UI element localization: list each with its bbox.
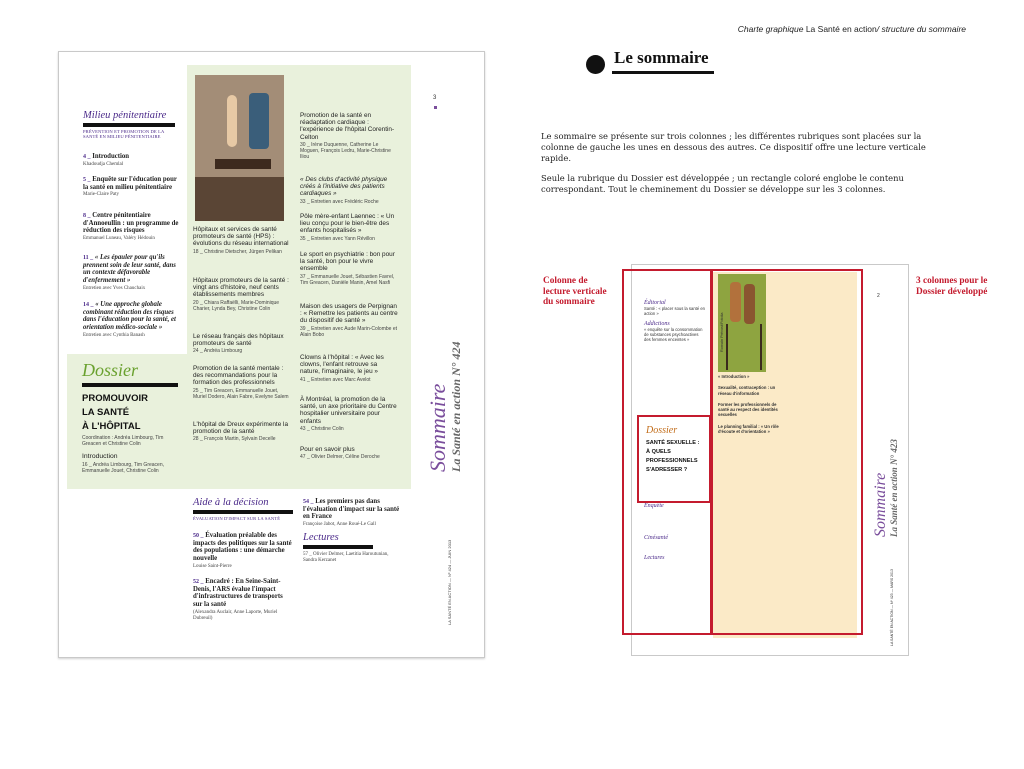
col3-item xyxy=(300,396,398,432)
item-author: Emmanuel Luneau, Valéry Hédouin xyxy=(83,235,155,241)
left-page-number: 3 xyxy=(433,95,437,101)
description-paragraph-1: Le sommaire se présente sur trois colonnes ; les différentes rubriques sont placées sur la colonne de gauche les unes en dessous des autres. Ce dispositif offre une lecture verticale rapide. xyxy=(541,131,926,163)
item-number: 52 _ xyxy=(193,579,204,585)
vertical-subtitle: La Santé en action N° 424 xyxy=(449,341,463,472)
dossier-heading-line: S'ADRESSER ? xyxy=(646,466,688,473)
dossier-title: Dossier xyxy=(82,360,139,380)
item-title: « Les épauler pour qu'ils prennent soin de leur santé, dans un contexte défavorable d'enfermement » xyxy=(83,254,176,284)
red-box-dossier xyxy=(637,415,711,503)
item-number: 8 _ xyxy=(83,213,91,219)
rubrique-label: Enquête xyxy=(644,503,664,509)
item-meta: 43 _ Christine Colin xyxy=(300,425,344,432)
aide-subtitle: ÉVALUATION D'IMPACT SUR LA SANTÉ xyxy=(193,516,281,521)
item-number: 5 _ xyxy=(83,177,91,183)
lectures-meta: 57 _ Olivier Delmer, Laetitia Haroutunian, Sandra Kerzanet xyxy=(303,551,389,563)
col2-item xyxy=(193,333,289,354)
annotation-right-label: 3 colonnes pour le Dossier développé xyxy=(916,276,988,297)
dossier-heading-line: PROFESSIONNELS xyxy=(646,457,698,464)
item-meta: 30 _ Irène Duquenne, Catherine Le Moguen, François Ledru, Marie-Christine Iliou xyxy=(300,141,391,160)
lectures-bar xyxy=(303,545,373,549)
dossier-illustration-image xyxy=(195,75,284,221)
vertical-subtitle: La Santé en action N° 423 xyxy=(889,439,899,537)
item-title: « Une approche globale combinant réduction des risques dans l'éducation pour la santé, et orientation médico-sociale » xyxy=(83,301,176,331)
text-line: « enquête sur la consommation de substances psychoactives des femmes enceintes » xyxy=(644,326,703,342)
item-meta: 28 _ François Martin, Sylvain Decelle xyxy=(193,436,276,443)
item-author: Louise Saint-Pierre xyxy=(193,563,232,569)
item-meta: 20 _ Chiara Raffaëlli, Marie-Dominique Charier, Lynda Bey, Christine Colin xyxy=(193,299,280,312)
milieu-bar xyxy=(83,123,175,127)
dossier-heading-line: LA SANTÉ xyxy=(82,406,130,418)
item-author: Khadoudja Chemlal xyxy=(83,161,124,167)
right-vertical-footer: LA SANTÉ EN ACTION — Nº 423 — MARS 2013 xyxy=(890,569,894,646)
item-number: 50 _ xyxy=(193,533,204,539)
col2-item xyxy=(193,421,289,442)
bullet-dot-icon xyxy=(586,55,605,74)
dossier-heading xyxy=(82,392,182,433)
col3-item xyxy=(300,354,398,383)
dossier-block xyxy=(82,360,182,474)
item-title: Le réseau français des hôpitaux promoteurs de santé xyxy=(193,333,284,348)
item-meta: 33 _ Entretien avec Frédéric Roche xyxy=(300,198,379,205)
item-title: Évaluation préalable des impacts des politiques sur la santé des populations : une démarche nouvelle xyxy=(193,532,292,562)
milieu-item xyxy=(83,254,183,292)
item-title: À Montréal, la promotion de la santé, un axe prioritaire du Centre hospitalier universitaire pour enfants xyxy=(300,396,397,425)
aide-title: Aide à la décision xyxy=(193,497,269,508)
text-line: « Introduction » xyxy=(718,374,750,379)
item-title: Introduction xyxy=(92,153,130,160)
aide-bar xyxy=(193,510,293,514)
rubrique-label: Dossier xyxy=(646,425,678,436)
col3-bottom xyxy=(303,498,401,564)
item-number: 14 _ xyxy=(83,302,94,308)
lectures-title: Lectures xyxy=(303,531,339,543)
milieu-item xyxy=(83,212,183,242)
item-author: Marie-Claire Paty xyxy=(83,192,119,198)
header-prefix: Charte graphique xyxy=(737,24,804,34)
dossier-intro-meta: 16 _ Andréa Limbourg, Tim Greacen, Emmanuelle Jouet, Christine Colin xyxy=(82,461,164,474)
aide-section xyxy=(193,497,298,521)
col3-item xyxy=(300,213,398,242)
col2-item xyxy=(193,365,289,400)
dossier-heading-line: À QUELS xyxy=(646,448,671,455)
rubrique-label: Addictions xyxy=(644,320,670,327)
page-marker xyxy=(434,106,437,109)
right-page-number: 2 xyxy=(877,293,880,299)
text-line: Former les professionnels de santé au respect des identités sexuelles xyxy=(718,401,778,418)
item-author: Entretien avec Cynthia Banash xyxy=(83,332,145,338)
item-title: Hôpitaux promoteurs de la santé : vingt ans d'histoire, neuf cents établissements membres xyxy=(193,277,289,299)
col3-item xyxy=(300,112,398,160)
aide-item xyxy=(193,532,293,570)
col2-item xyxy=(193,226,289,255)
section-title: Le sommaire xyxy=(614,48,709,67)
milieu-item xyxy=(83,176,183,198)
annotation-left-label: Colonne de lecture verticale du sommaire xyxy=(543,276,607,308)
item-title: Enquête sur l'éducation pour la santé en milieu pénitentiaire xyxy=(83,176,177,191)
title-underline xyxy=(612,71,714,74)
dossier-bar xyxy=(82,383,178,387)
red-box-dossier-columns xyxy=(711,269,863,635)
left-vertical-footer: LA SANTÉ EN ACTION — Nº 424 — JUIN 2013 xyxy=(447,539,452,625)
item-title: Clowns à l'hôpital : « Avec les clowns, l'enfant retrouve sa nature, l'imaginaire, le jeu » xyxy=(300,354,384,376)
document-header xyxy=(738,24,966,34)
text-line: Sexualité, contraception : un réseau d'information xyxy=(718,385,776,396)
item-title: Les premiers pas dans l'évaluation d'impact sur la santé en France xyxy=(303,498,400,521)
dossier-heading-line: PROMOUVOIR xyxy=(82,393,148,404)
item-meta: 35 _ Entretien avec Yann Révillon xyxy=(300,235,375,242)
item-title: Centre pénitentiaire d'Annoeullin : un programme de réduction des risques xyxy=(83,212,179,235)
description-block xyxy=(541,131,956,205)
photo-credit: Romain Prévost/Fotolia xyxy=(720,312,724,352)
vertical-title: Sommaire xyxy=(872,472,889,537)
milieu-title: Milieu pénitentiaire xyxy=(83,110,167,121)
item-title: Promotion de la santé mentale : des recommandations pour la formation des professionnels xyxy=(193,365,284,387)
milieu-subtitle: PRÉVENTION ET PROMOTION DE LA SANTÉ EN MILIEU PÉNITENTIAIRE xyxy=(83,129,165,140)
item-author: Françoise Jabot, Anne Roué-Le Gall xyxy=(303,521,376,527)
description-paragraph-2: Seule la rubrique du Dossier est développée ; un rectangle coloré englobe le contenu correspondant. Tout le cheminement du Dossier se développe sur les 3 colonnes. xyxy=(541,173,904,194)
col3-item xyxy=(300,251,398,286)
item-title: « Des clubs d'activité physique créés à l'initiative des patients cardiaques » xyxy=(300,176,388,198)
dossier-heading-line: SANTÉ SEXUELLE : xyxy=(646,440,700,446)
aide-item xyxy=(193,578,293,622)
item-author: (Alexandra Auclair, Anne Laporte, Muriel Dubreuil) xyxy=(193,609,278,621)
item-title: L'hôpital de Dreux expérimente la promotion de la santé xyxy=(193,421,289,436)
rubrique-label: Éditorial xyxy=(644,300,666,306)
rubrique-label: Cinésanté xyxy=(644,535,668,541)
dossier-intro-title: Introduction xyxy=(82,453,118,461)
item-meta: 24 _ Andréa Limbourg xyxy=(193,348,243,355)
item-title: Pôle mère-enfant Laennec : « Un lieu conçu pour le bien-être des enfants hospitalisés » xyxy=(300,213,395,235)
item-meta: 37 _ Emmanuelle Jouet, Sébastien Favrel, Tim Greacen, Danièle Manin, Amel Nasfi xyxy=(300,273,395,286)
col3-item xyxy=(300,446,398,460)
text-line: Santé : « placer sous la santé en action » xyxy=(644,306,705,317)
item-title: Hôpitaux et services de santé promoteurs de santé (HPS) : évolutions du réseau international xyxy=(193,226,289,248)
dossier-heading-line: À L'HÔPITAL xyxy=(82,420,141,432)
vertical-title: Sommaire xyxy=(425,383,450,472)
item-meta: 47 _ Olivier Delmer, Céline Deroche xyxy=(300,454,380,461)
item-title: Pour en savoir plus xyxy=(300,446,355,453)
item-meta: 25 _ Tim Greacen, Emmanuelle Jouet, Muriel Dodero, Alain Fabre, Evelyne Salem xyxy=(193,387,289,400)
col3-item xyxy=(300,176,398,205)
milieu-item xyxy=(83,153,183,168)
item-meta: 39 _ Entretien avec Aude Marin-Colombe et Alain Bobo xyxy=(300,325,397,338)
item-title: Encadré : En Seine-Saint-Denis, l'ARS évalue l'impact d'infrastructures de transports sur la santé xyxy=(193,578,283,608)
item-author: Entretien avec Yves Chauchaix xyxy=(83,285,146,291)
item-meta: 41 _ Entretien avec Marc Avelot xyxy=(300,376,371,383)
rubrique-label: Lectures xyxy=(644,555,665,561)
item-number: 4 _ xyxy=(83,154,91,160)
item-meta: 18 _ Christine Dietscher, Jürgen Pelikan xyxy=(193,248,282,255)
header-brand: La Santé en action xyxy=(805,24,877,34)
col3-item xyxy=(300,303,398,338)
header-suffix: / structure du sommaire xyxy=(876,24,966,34)
text-line: Le planning familial : « Un rôle d'écoute et d'orientation » xyxy=(718,423,779,434)
item-number: 11 _ xyxy=(83,255,94,261)
item-title: Maison des usagers de Perpignan : « Remettre les patients au centre du dispositif de santé » xyxy=(300,303,398,325)
item-title: Le sport en psychiatrie : bon pour la santé, bon pour le vivre ensemble xyxy=(300,251,395,273)
right-vertical-title xyxy=(873,407,899,537)
col2-item xyxy=(193,277,289,312)
left-vertical-title xyxy=(427,332,497,472)
item-number: 54 _ xyxy=(303,499,314,505)
dossier-coordination: Coordination : Andréa Limbourg, Tim Greacen et Christine Colin xyxy=(82,435,164,448)
milieu-item xyxy=(83,301,183,339)
milieu-section xyxy=(83,110,183,140)
item-title: Promotion de la santé en réadaptation cardiaque : l'expérience de l'hôpital Corentin-Celton xyxy=(300,112,395,141)
